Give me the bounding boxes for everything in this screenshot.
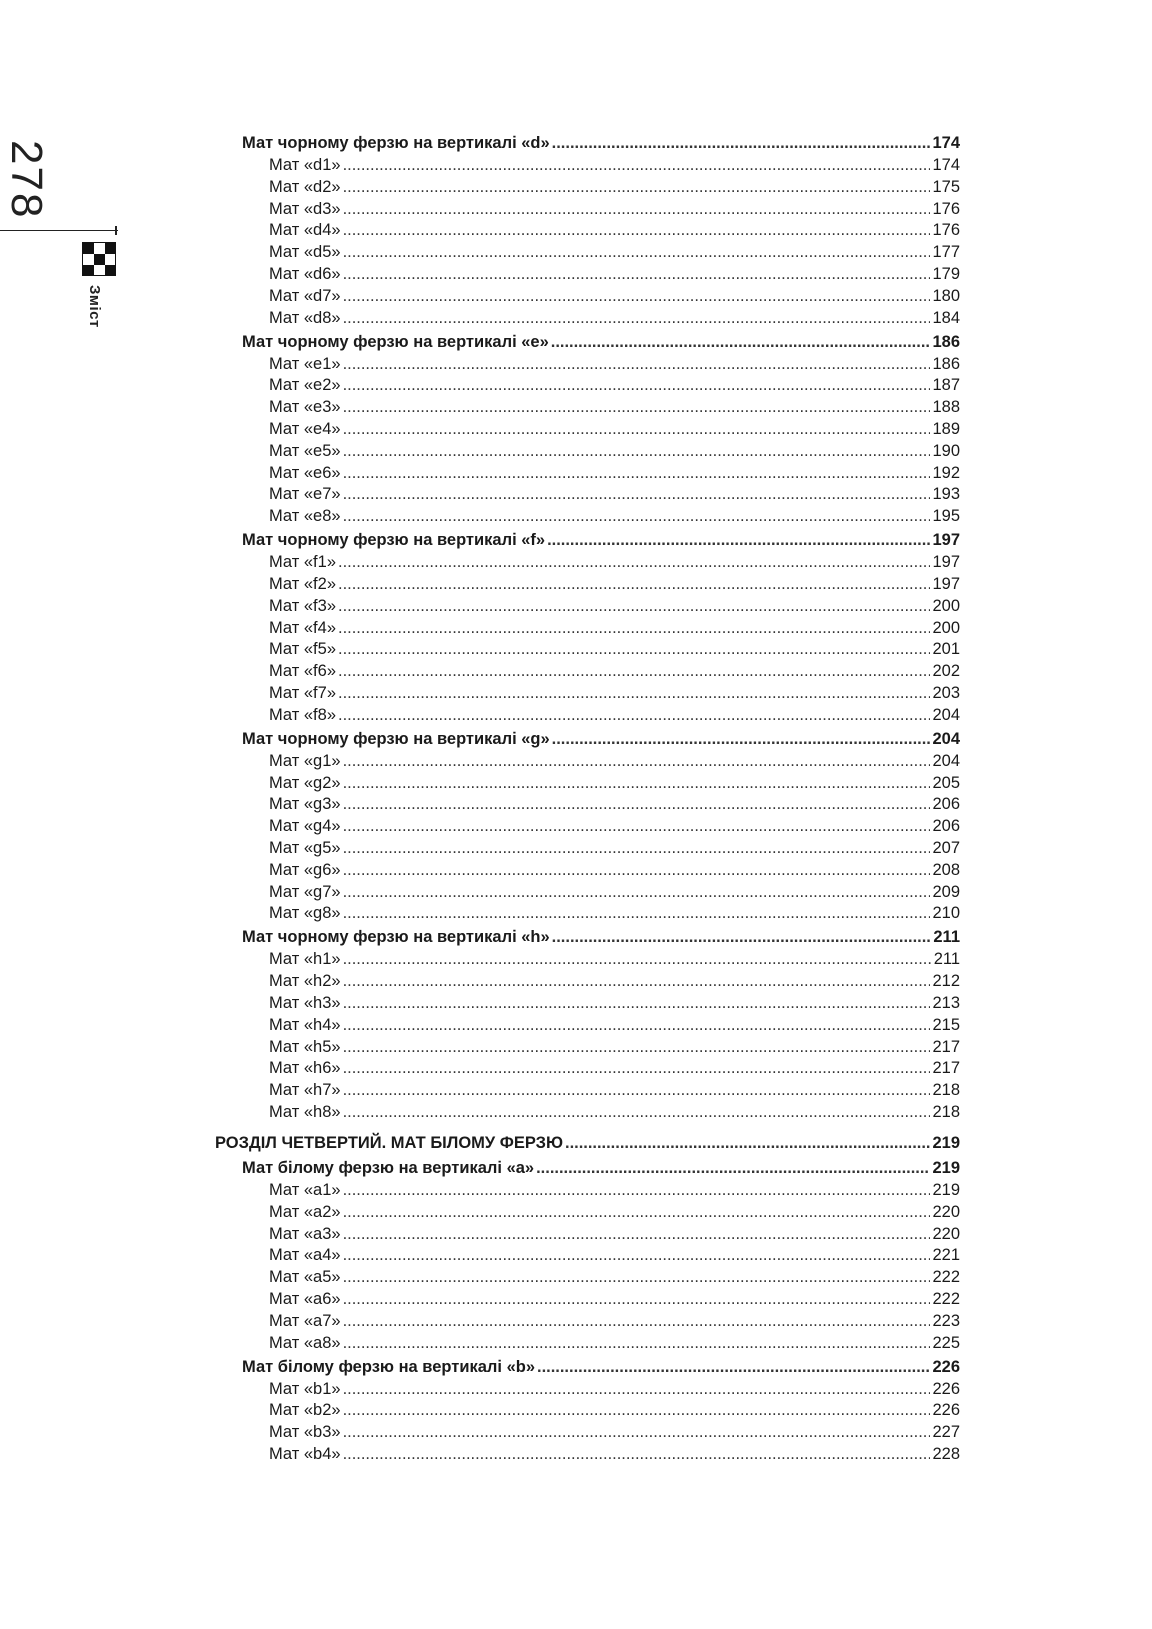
toc-entry-label: Мат «h8» — [269, 1103, 341, 1121]
toc-entry[interactable] — [269, 750, 960, 772]
toc-entry[interactable] — [269, 1079, 960, 1101]
toc-entry-page: 186 — [932, 354, 960, 373]
toc-entry[interactable] — [269, 881, 960, 903]
dot-leader — [343, 859, 931, 881]
toc-entry-label: Мат «h1» — [269, 950, 341, 969]
toc-heading[interactable] — [242, 926, 960, 948]
dot-leader — [547, 529, 930, 551]
toc-entry-label: Мат «f5» — [269, 640, 336, 659]
toc-entry-page: 226 — [932, 1401, 960, 1420]
toc-entry[interactable] — [269, 1201, 960, 1223]
toc-heading[interactable] — [242, 1356, 960, 1378]
toc-entry-page: 218 — [932, 1103, 960, 1121]
toc-entry-page: 219 — [932, 1181, 960, 1199]
toc-entry-label: Мат «f2» — [269, 575, 336, 593]
toc-entry-page: 201 — [932, 640, 960, 659]
dot-leader — [343, 1288, 931, 1310]
toc-entry-label: Мат «g1» — [269, 751, 341, 770]
toc-entry-label: Мат «d1» — [269, 156, 341, 174]
toc-entry-label: Мат чорному ферзю на вертикалі «h» — [242, 928, 550, 947]
dot-leader — [343, 815, 931, 837]
toc-entry-page: 202 — [932, 662, 960, 681]
dot-leader — [343, 1332, 931, 1354]
toc-entry[interactable] — [269, 1332, 960, 1354]
toc-entry[interactable] — [269, 1036, 960, 1058]
dot-leader — [343, 1310, 931, 1332]
dot-leader — [551, 331, 931, 353]
toc-heading[interactable] — [242, 1157, 960, 1179]
toc-entry[interactable] — [269, 1014, 960, 1036]
toc-entry-label: Мат «e2» — [269, 376, 341, 395]
toc-entry[interactable] — [269, 1266, 960, 1288]
dot-leader — [537, 1356, 930, 1378]
toc-entry-page: 205 — [932, 773, 960, 792]
toc-entry-page: 221 — [932, 1246, 960, 1265]
dot-leader — [343, 505, 931, 527]
toc-entry-label: Мат «b3» — [269, 1423, 341, 1442]
toc-entry-label: Мат «a1» — [269, 1181, 341, 1199]
toc-entry-page: 206 — [932, 817, 960, 836]
toc-entry[interactable] — [269, 1223, 960, 1245]
toc-entry[interactable] — [269, 1288, 960, 1310]
toc-entry[interactable] — [269, 970, 960, 992]
dot-leader — [343, 1057, 931, 1079]
toc-entry-label: Мат «a3» — [269, 1224, 341, 1243]
toc-entry-page: 219 — [932, 1134, 960, 1152]
dot-leader — [343, 970, 931, 992]
toc-entry[interactable] — [269, 198, 960, 220]
toc-entry[interactable] — [269, 837, 960, 859]
dot-leader — [338, 617, 930, 639]
toc-entry-page: 228 — [932, 1445, 960, 1463]
toc-entry-page: 219 — [932, 1159, 960, 1177]
toc-entry-page: 177 — [932, 243, 960, 262]
toc-entry[interactable] — [269, 440, 960, 462]
toc-entry-page: 176 — [932, 221, 960, 240]
toc-entry[interactable] — [269, 551, 960, 573]
toc-entry-label: Мат «f7» — [269, 684, 336, 702]
toc-entry-label: Мат «f1» — [269, 553, 336, 572]
toc-entry-page: 197 — [932, 575, 960, 593]
toc-entry[interactable] — [269, 1101, 960, 1123]
toc-entry[interactable] — [269, 374, 960, 396]
toc-entry[interactable] — [269, 1310, 960, 1332]
toc-entry[interactable] — [269, 462, 960, 484]
toc-entry-label: Мат «a8» — [269, 1333, 341, 1352]
toc-entry-label: Мат «e6» — [269, 463, 341, 482]
toc-entry[interactable] — [269, 1244, 960, 1266]
toc-entry-page: 184 — [932, 308, 960, 327]
dot-leader — [343, 462, 931, 484]
toc-entry-label: Мат «e5» — [269, 441, 341, 460]
toc-entry[interactable] — [269, 793, 960, 815]
toc-entry-page: 226 — [932, 1379, 960, 1398]
dot-leader — [343, 750, 931, 772]
toc-entry-page: 187 — [932, 376, 960, 395]
toc-entry-page: 222 — [932, 1290, 960, 1308]
dot-leader — [343, 263, 931, 285]
toc-entry-page: 174 — [932, 134, 960, 152]
dot-leader — [343, 1079, 931, 1101]
dot-leader — [343, 1244, 931, 1266]
dot-leader — [536, 1157, 930, 1179]
dot-leader — [343, 418, 931, 440]
toc-entry-page: 175 — [932, 177, 960, 196]
dot-leader — [338, 638, 930, 660]
toc-entry-page: 189 — [932, 420, 960, 438]
dot-leader — [343, 1036, 931, 1058]
dot-leader — [338, 660, 930, 682]
dot-leader — [343, 396, 931, 418]
toc-entry-page: 220 — [932, 1224, 960, 1243]
dot-leader — [343, 881, 931, 903]
toc-entry[interactable] — [269, 859, 960, 881]
dot-leader — [343, 353, 931, 375]
toc-entry-page: 210 — [932, 904, 960, 923]
toc-entry-label: Мат «h4» — [269, 1015, 341, 1034]
dot-leader — [343, 1179, 931, 1201]
toc-entry-label: РОЗДІЛ ЧЕТВЕРТИЙ. МАТ БІЛОМУ ФЕРЗЮ — [215, 1134, 563, 1152]
toc-entry[interactable] — [269, 573, 960, 595]
toc-entry-label: Мат білому ферзю на вертикалі «b» — [242, 1357, 536, 1376]
side-rule — [0, 230, 118, 231]
toc-entry-page: 188 — [932, 398, 960, 417]
toc-entry[interactable] — [269, 772, 960, 794]
toc-entry[interactable] — [269, 176, 960, 198]
toc-entry-page: 209 — [932, 882, 960, 901]
toc-entry[interactable] — [269, 263, 960, 285]
toc-entry-page: 218 — [932, 1081, 960, 1100]
toc-entry-label: Мат «d3» — [269, 199, 341, 218]
toc-entry-label: Мат «b4» — [269, 1445, 341, 1463]
toc-entry-label: Мат «d6» — [269, 265, 341, 283]
page-number-divider — [115, 226, 117, 235]
toc-entry-label: Мат «b1» — [269, 1379, 341, 1398]
dot-leader — [343, 1014, 931, 1036]
dot-leader — [343, 241, 931, 263]
toc-entry[interactable] — [269, 154, 960, 176]
toc-entry[interactable] — [269, 1057, 960, 1079]
toc-entry-label: Мат «g5» — [269, 839, 341, 857]
toc-entry[interactable] — [269, 505, 960, 527]
toc-entry-label: Мат «a2» — [269, 1202, 341, 1221]
page-number: 278 — [2, 140, 51, 220]
dot-leader — [338, 704, 930, 726]
toc-entry[interactable] — [269, 1378, 960, 1400]
toc-entry-page: 200 — [932, 596, 960, 615]
toc-entry-label: Мат «f3» — [269, 596, 336, 615]
dot-leader — [343, 307, 931, 329]
dot-leader — [343, 1201, 931, 1223]
toc-entry-label: Мат «e4» — [269, 420, 341, 438]
toc-entry-label: Мат чорному ферзю на вертикалі «g» — [242, 729, 550, 748]
dot-leader — [343, 176, 931, 198]
toc-entry-page: 179 — [932, 265, 960, 283]
dot-leader — [343, 374, 931, 396]
toc-entry-label: Мат чорному ферзю на вертикалі «d» — [242, 134, 550, 152]
dot-leader — [552, 728, 931, 750]
toc-entry-label: Мат «g3» — [269, 795, 341, 814]
toc-entry-page: 227 — [932, 1423, 960, 1442]
toc-entry[interactable] — [269, 1443, 960, 1465]
toc-entry-label: Мат «e7» — [269, 485, 341, 504]
toc-entry-label: Мат «f6» — [269, 662, 336, 681]
toc-entry-label: Мат «a7» — [269, 1311, 341, 1330]
toc-entry[interactable] — [269, 353, 960, 375]
toc-entry-label: Мат «g6» — [269, 860, 341, 879]
toc-entry-page: 203 — [932, 684, 960, 702]
toc-entry-label: Мат чорному ферзю на вертикалі «e» — [242, 332, 549, 351]
toc-entry-page: 204 — [932, 751, 960, 770]
dot-leader — [343, 219, 931, 241]
dot-leader — [338, 682, 930, 704]
toc-heading[interactable] — [242, 728, 960, 750]
toc-entry-label: Мат «a5» — [269, 1268, 341, 1287]
dot-leader — [343, 1421, 931, 1443]
toc-entry[interactable] — [269, 992, 960, 1014]
toc-entry-page: 190 — [932, 441, 960, 460]
toc-entry[interactable] — [269, 1421, 960, 1443]
toc-entry[interactable] — [269, 704, 960, 726]
toc-entry[interactable] — [269, 617, 960, 639]
toc-entry-label: Мат «g8» — [269, 904, 341, 923]
toc-entry[interactable] — [269, 595, 960, 617]
toc-entry[interactable] — [269, 638, 960, 660]
toc-entry-label: Мат «g7» — [269, 882, 341, 901]
dot-leader — [343, 793, 931, 815]
toc-entry-page: 223 — [932, 1311, 960, 1330]
toc-entry-label: Мат «h6» — [269, 1059, 341, 1078]
dot-leader — [343, 1443, 931, 1465]
toc-entry[interactable] — [269, 682, 960, 704]
dot-leader — [338, 573, 930, 595]
toc-entry[interactable] — [269, 307, 960, 329]
toc-entry-page: 204 — [932, 705, 960, 724]
toc-part-heading[interactable] — [215, 1132, 960, 1154]
toc-entry-label: Мат «a4» — [269, 1246, 341, 1265]
dot-leader — [343, 1266, 931, 1288]
toc-entry-page: 222 — [932, 1268, 960, 1287]
toc-entry-page: 197 — [932, 531, 960, 550]
section-label: Зміст — [86, 285, 103, 328]
dot-leader — [343, 154, 931, 176]
toc-entry-page: 206 — [932, 795, 960, 814]
toc-entry-label: Мат «g2» — [269, 773, 341, 792]
toc-entry[interactable] — [269, 1179, 960, 1201]
toc-entry-page: 174 — [932, 156, 960, 174]
toc-entry-label: Мат «h3» — [269, 994, 341, 1012]
toc-entry[interactable] — [269, 815, 960, 837]
toc-entry[interactable] — [269, 948, 960, 970]
dot-leader — [343, 948, 932, 970]
toc-entry-page: 213 — [932, 994, 960, 1012]
toc-entry-page: 211 — [933, 928, 960, 947]
toc-entry-label: Мат «f4» — [269, 618, 336, 637]
toc-entry-label: Мат «e8» — [269, 507, 341, 526]
toc-entry[interactable] — [269, 902, 960, 924]
toc-entry-label: Мат «a6» — [269, 1290, 341, 1308]
toc-entry[interactable] — [269, 219, 960, 241]
toc-entry-label: Мат «d5» — [269, 243, 341, 262]
dot-leader — [343, 992, 931, 1014]
dot-leader — [565, 1132, 930, 1154]
dot-leader — [552, 926, 932, 948]
toc-entry-page: 226 — [932, 1357, 960, 1376]
dot-leader — [343, 1101, 931, 1123]
toc-entry-label: Мат «b2» — [269, 1401, 341, 1420]
toc-entry-label: Мат «e3» — [269, 398, 341, 417]
toc-entry[interactable] — [269, 660, 960, 682]
toc-entry-page: 193 — [932, 485, 960, 504]
toc-entry-page: 211 — [933, 950, 960, 969]
toc-entry-page: 180 — [932, 286, 960, 305]
toc-entry-page: 204 — [932, 729, 960, 748]
toc-entry-page: 225 — [932, 1333, 960, 1352]
dot-leader — [343, 198, 931, 220]
toc-heading[interactable] — [242, 331, 960, 353]
dot-leader — [343, 902, 931, 924]
toc-entry-page: 208 — [932, 860, 960, 879]
dot-leader — [343, 772, 931, 794]
toc-entry-label: Мат «d7» — [269, 286, 341, 305]
chessboard-icon — [82, 242, 116, 276]
toc-entry-label: Мат «h7» — [269, 1081, 341, 1100]
toc-entry[interactable] — [269, 483, 960, 505]
toc-entry-page: 192 — [932, 463, 960, 482]
toc-entry[interactable] — [269, 285, 960, 307]
toc-entry-label: Мат «d8» — [269, 308, 341, 327]
toc-entry-page: 215 — [932, 1015, 960, 1034]
toc-heading[interactable] — [242, 132, 960, 154]
toc-entry-page: 220 — [932, 1202, 960, 1221]
dot-leader — [552, 132, 931, 154]
dot-leader — [338, 595, 930, 617]
toc-entry-label: Мат «d2» — [269, 177, 341, 196]
toc-entry[interactable] — [269, 396, 960, 418]
toc-entry-label: Мат чорному ферзю на вертикалі «f» — [242, 531, 546, 550]
toc-entry-page: 217 — [932, 1037, 960, 1056]
toc-entry[interactable] — [269, 418, 960, 440]
toc-entry-page: 186 — [932, 332, 960, 351]
toc-entry-label: Мат «h2» — [269, 972, 341, 991]
dot-leader — [343, 1378, 931, 1400]
dot-leader — [343, 285, 931, 307]
dot-leader — [343, 1223, 931, 1245]
toc-entry-label: Мат «g4» — [269, 817, 341, 836]
dot-leader — [343, 837, 931, 859]
toc-entry-page: 176 — [932, 199, 960, 218]
toc-heading[interactable] — [242, 529, 960, 551]
toc-entry[interactable] — [269, 1399, 960, 1421]
dot-leader — [343, 440, 931, 462]
toc-entry-page: 217 — [932, 1059, 960, 1078]
toc-entry-page: 207 — [932, 839, 960, 857]
toc-entry-label: Мат «f8» — [269, 705, 336, 724]
toc-entry-page: 212 — [932, 972, 960, 991]
toc-entry-page: 200 — [932, 618, 960, 637]
toc-entry-page: 195 — [932, 507, 960, 526]
dot-leader — [343, 1399, 931, 1421]
dot-leader — [338, 551, 930, 573]
toc-entry-label: Мат «h5» — [269, 1037, 341, 1056]
toc-entry-label: Мат «d4» — [269, 221, 341, 240]
toc-entry-label: Мат «e1» — [269, 354, 341, 373]
toc-entry-page: 197 — [932, 553, 960, 572]
toc-entry[interactable] — [269, 241, 960, 263]
dot-leader — [343, 483, 931, 505]
toc-entry-label: Мат білому ферзю на вертикалі «a» — [242, 1159, 535, 1177]
